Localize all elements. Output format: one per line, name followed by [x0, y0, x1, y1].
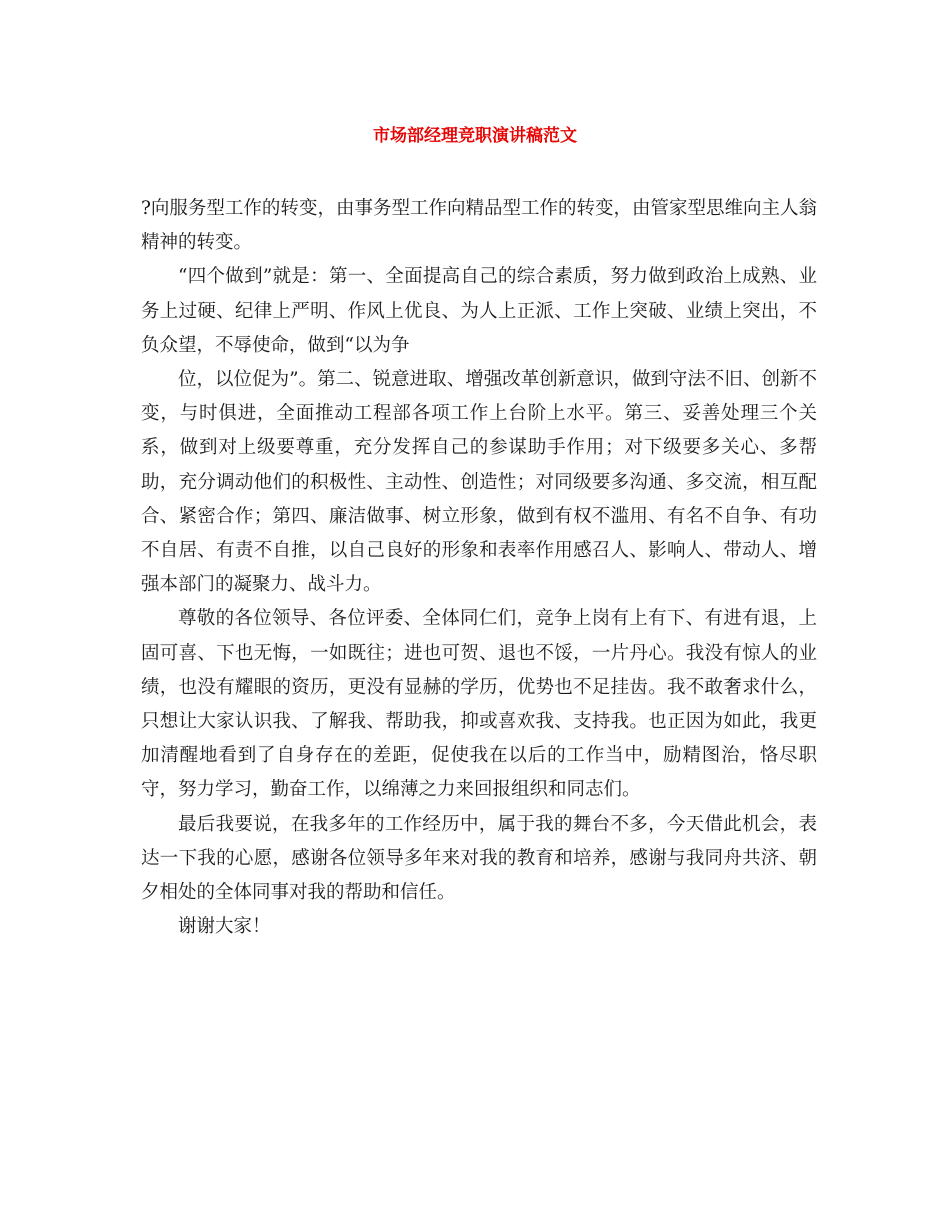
- document-title: 市场部经理竞职演讲稿范文: [373, 126, 577, 146]
- paragraph-four-commitments: “四个做到”就是：第一、全面提高自己的综合素质，努力做到政治上成熟、业务上过硬、纪律上严明、作风上优良、为人上正派、工作上突破、业绩上突出，不负众望，不辱使命，做到“以为争: [141, 266, 817, 356]
- paragraph-four-commitments-continued: 位，以位促为”。第二、锐意进取、增强改革创新意识，做到守法不旧、创新不变，与时俱进，全面推动工程部各项工作上台阶上水平。第三、妥善处理三个关系，做到对上级要尊重，充分发挥自己的参谋助手作用；对下级要多关心、多帮助，充分调动他们的积极性、主动性、创造性；对同级要多沟通、多交流，相互配合、紧密合作；第四、廉洁做事、树立形象，做到有权不滥用、有名不自争、有功不自居、有责不自推，以自己良好的形象和表率作用感召人、影响人、带动人、增强本部门的凝聚力、战斗力。: [141, 369, 817, 596]
- document-body: [141, 192, 817, 944]
- paragraph-thank-you: 谢谢大家！: [178, 916, 271, 938]
- paragraph-address-to-colleagues: 尊敬的各位领导、各位评委、全体同仁们，竞争上岗有上有下、有进有退，上固可喜、下也无悔，一如既往；进也可贺、退也不馁，一片丹心。我没有惊人的业绩，也没有耀眼的资历，更没有显赫的学历，优势也不足挂齿。我不敢奢求什么，只想让大家认识我、了解我、帮助我，抑或喜欢我、支持我。也正因为如此，我更加清醒地看到了自身存在的差距，促使我在以后的工作当中，励精图治，恪尽职守，努力学习，勤奋工作，以绵薄之力来回报组织和同志们。: [141, 608, 817, 801]
- paragraph-closing-thanks: 最后我要说，在我多年的工作经历中，属于我的舞台不多，今天借此机会，表达一下我的心愿，感谢各位领导多年来对我的教育和培养，感谢与我同舟共济、朝夕相处的全体同事对我的帮助和信任。: [141, 813, 817, 904]
- paragraph-continuation: ?向服务型工作的转变，由事务型工作向精品型工作的转变，由管家型思维向主人翁精神的转变。: [141, 198, 817, 254]
